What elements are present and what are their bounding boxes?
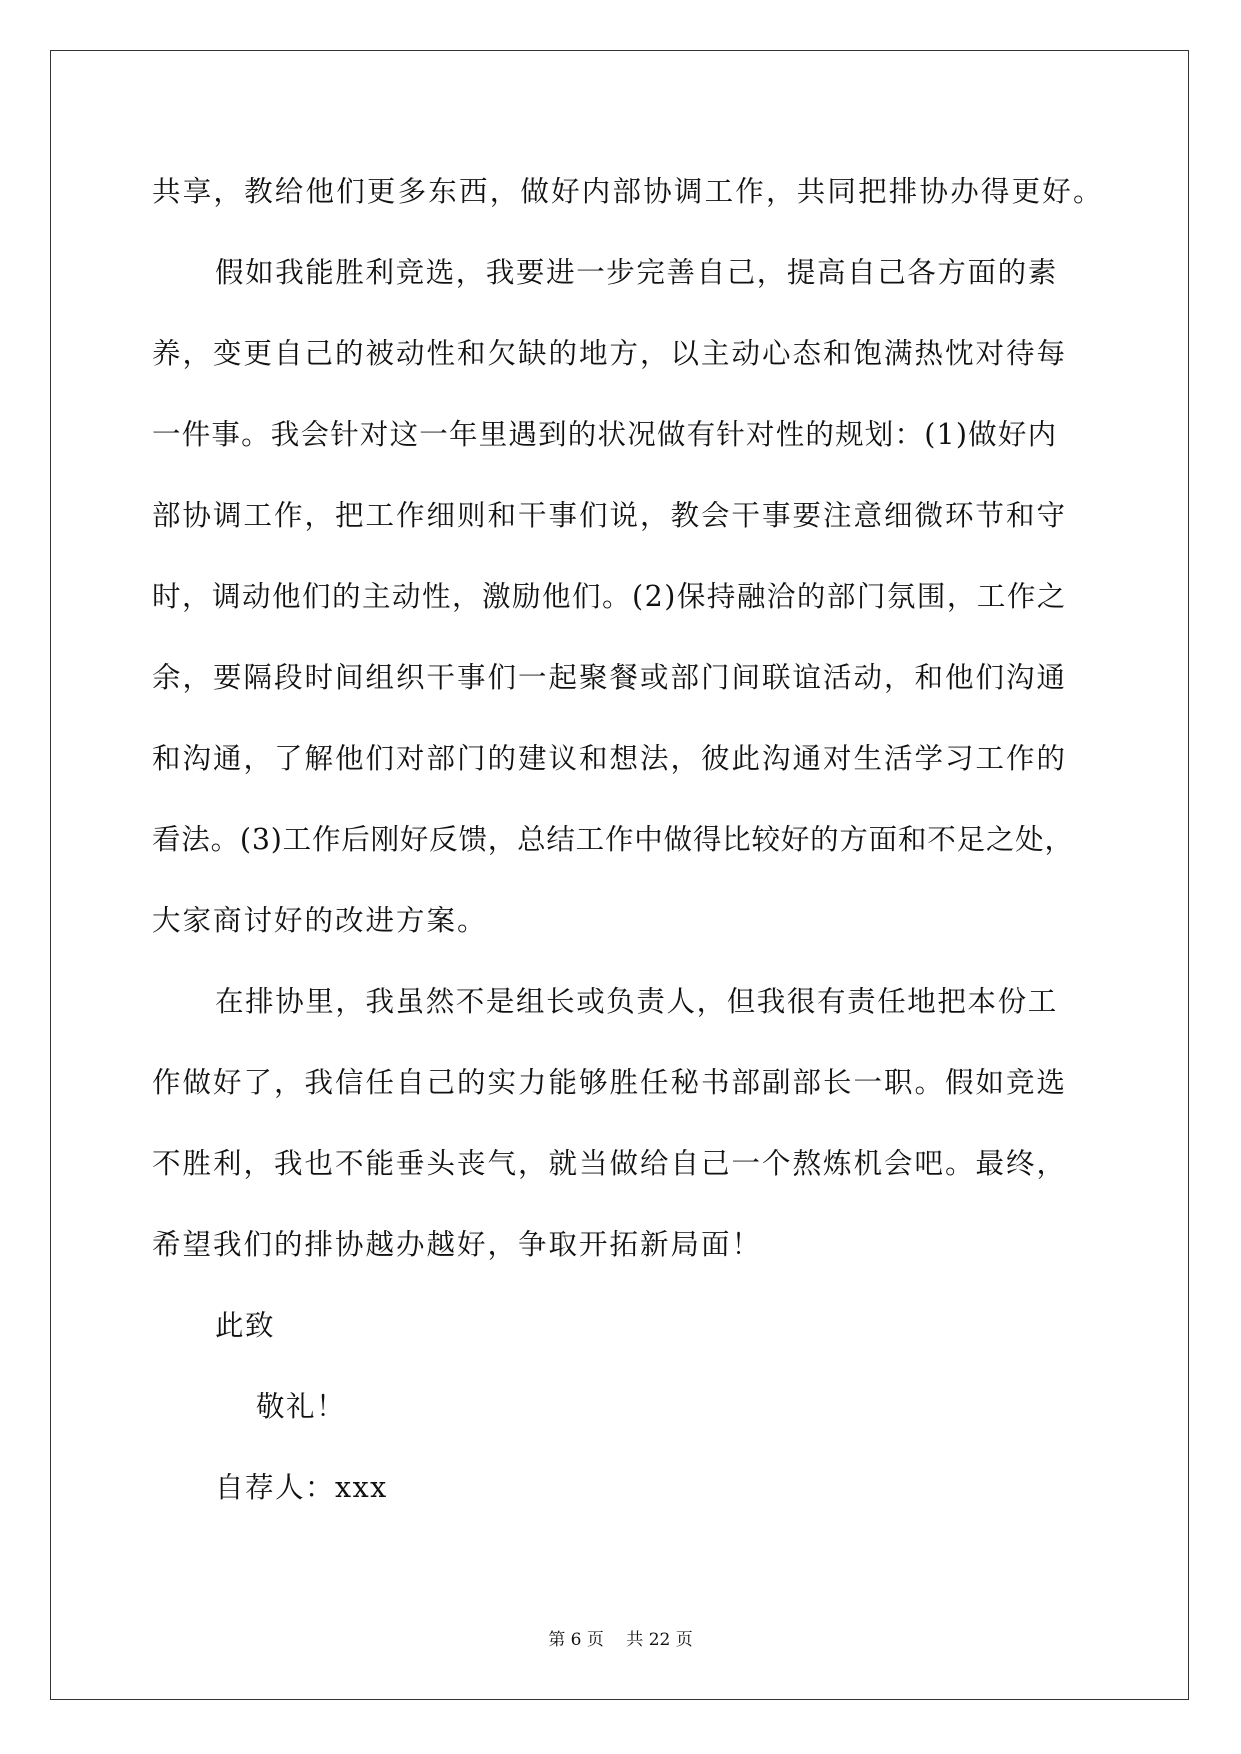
closing-regards: 敬礼！	[256, 1390, 347, 1423]
page-border	[50, 50, 1189, 1700]
text-line: 一件事。我会针对这一年里遇到的状况做有针对性的规划：(1)做好内	[152, 418, 1058, 451]
text-line: 共享，教给他们更多东西，做好内部协调工作，共同把排协办得更好。	[152, 175, 1104, 208]
text-line: 养，变更自己的被动性和欠缺的地方，以主动心态和饱满热忱对待每	[152, 337, 1068, 370]
text-line: 希望我们的排协越办越好，争取开拓新局面！	[152, 1228, 763, 1261]
text-line: 不胜利，我也不能垂头丧气，就当做给自己一个熬炼机会吧。最终，	[152, 1147, 1068, 1180]
text-line: 在排协里，我虽然不是组长或负责人，但我很有责任地把本份工	[215, 985, 1058, 1018]
closing-salutation: 此致	[215, 1309, 276, 1342]
signature-line: 自荐人：xxx	[215, 1471, 388, 1504]
text-line: 和沟通，了解他们对部门的建议和想法，彼此沟通对生活学习工作的	[152, 742, 1068, 775]
page-number: 第 6 页 共 22 页	[548, 1630, 693, 1650]
text-line: 部协调工作，把工作细则和干事们说，教会干事要注意细微环节和守	[152, 499, 1068, 532]
text-line: 大家商讨好的改进方案。	[152, 904, 488, 937]
text-line: 看法。(3)工作后刚好反馈，总结工作中做得比较好的方面和不足之处，	[152, 823, 1074, 856]
text-line: 作做好了，我信任自己的实力能够胜任秘书部副部长一职。假如竞选	[152, 1066, 1068, 1099]
text-line: 余，要隔段时间组织干事们一起聚餐或部门间联谊活动，和他们沟通	[152, 661, 1068, 694]
text-line: 假如我能胜利竞选，我要进一步完善自己，提高自己各方面的素	[215, 256, 1058, 289]
text-line: 时，调动他们的主动性，激励他们。(2)保持融洽的部门氛围，工作之	[152, 580, 1067, 613]
